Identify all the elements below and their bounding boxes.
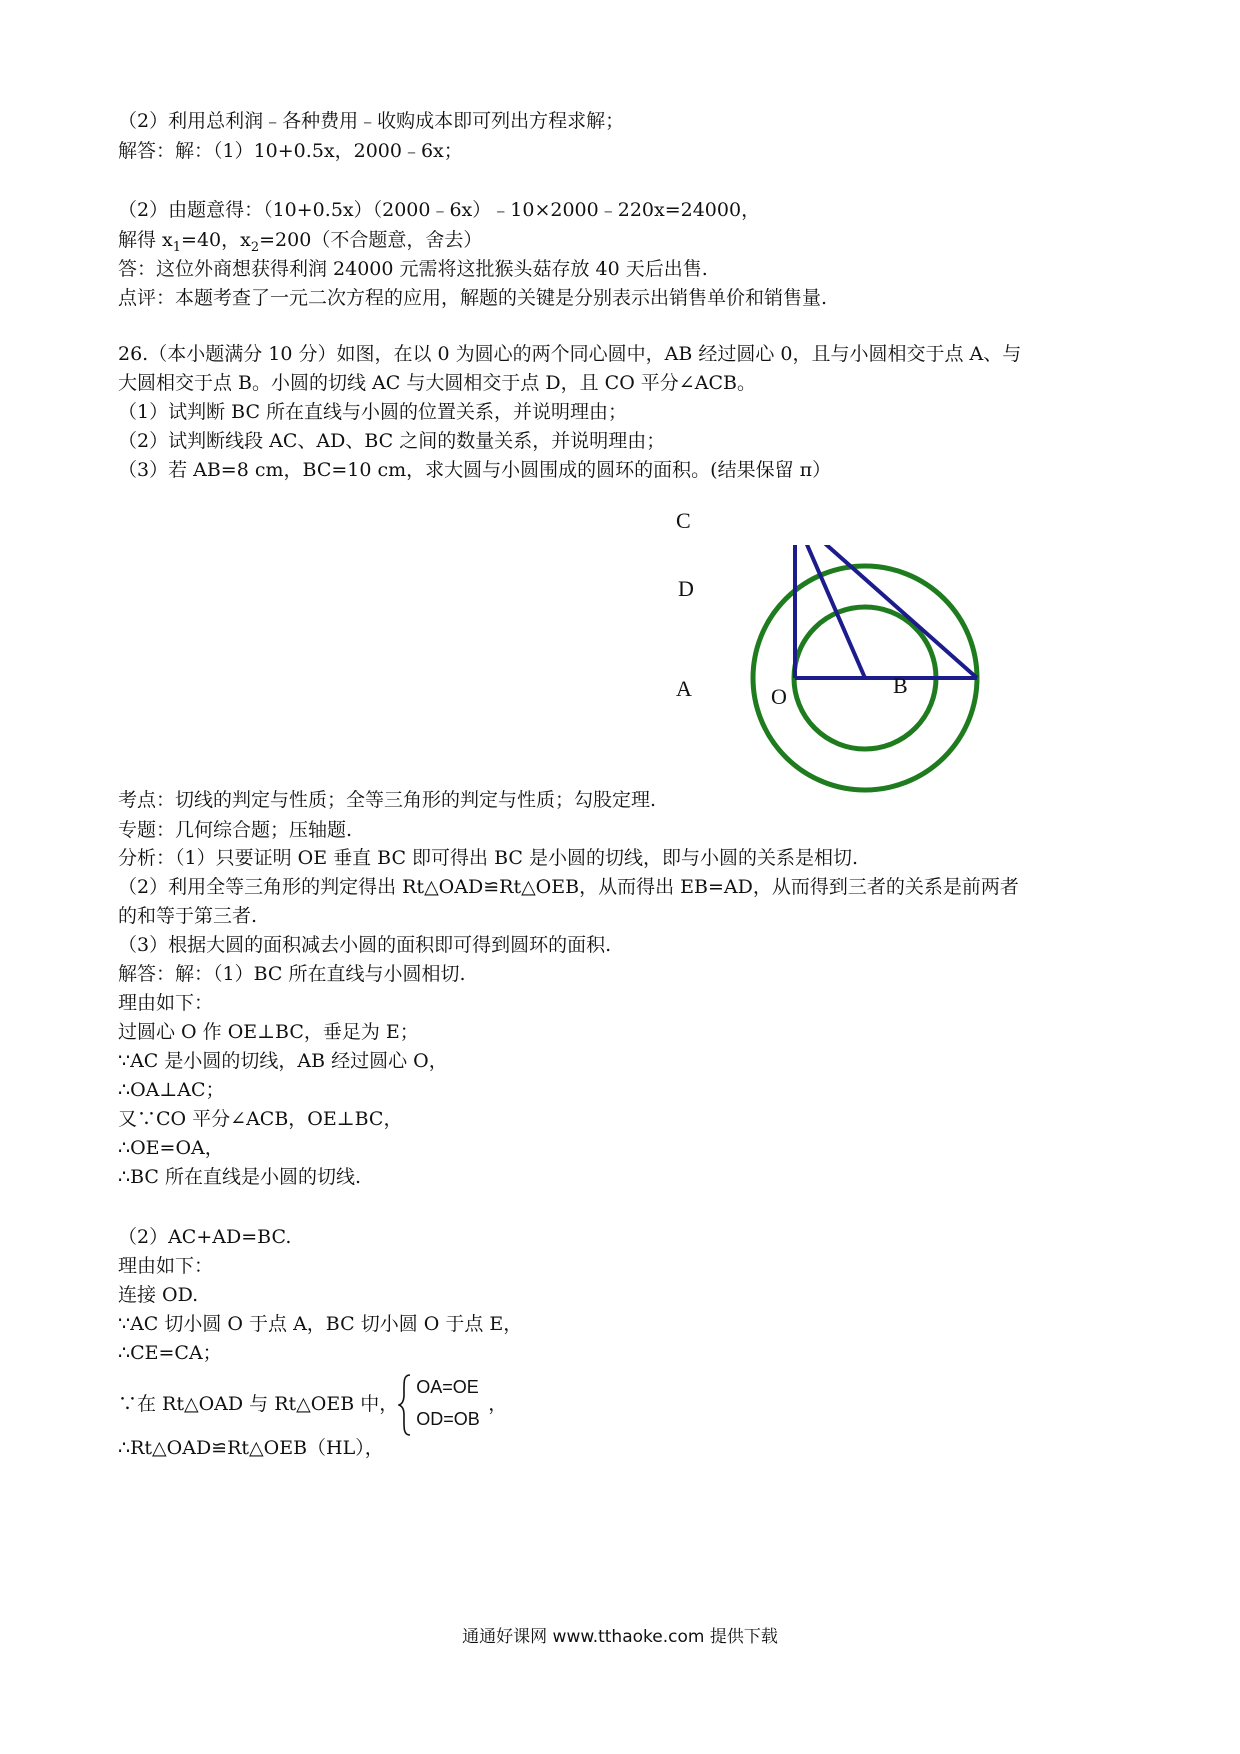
page-footer: 通通好课网 www.tthaoke.com 提供下载 — [462, 1627, 778, 1647]
question-3: （3）若 AB=8 cm，BC=10 cm，求大圆与小圆围成的圆环的面积。(结果保留 π） — [118, 459, 832, 481]
label-a: A — [676, 676, 692, 701]
text-line: 的和等于第三者. — [118, 905, 258, 927]
text-line: 点评：本题考查了一元二次方程的应用，解题的关键是分别表示出销售单价和销售量. — [118, 287, 828, 309]
text-line: 又∵CO 平分∠ACB，OE⊥BC， — [118, 1108, 403, 1130]
text-line: 理由如下： — [118, 1255, 214, 1277]
label-c: C — [676, 508, 691, 533]
question-1: （1）试判断 BC 所在直线与小圆的位置关系，并说明理由； — [118, 401, 628, 423]
text-line: ∵AC 是小圆的切线，AB 经过圆心 O， — [118, 1050, 448, 1072]
equation-1: OA=OE — [416, 1377, 479, 1397]
geometry-figure — [720, 545, 1040, 890]
text-line: （2）利用全等三角形的判定得出 Rt△OAD≌Rt△OEB，从而得出 EB=AD，从而得到三者的关系是前两者 — [118, 876, 1019, 898]
equation-2: OD=OB — [416, 1409, 480, 1429]
label-o: O — [771, 684, 787, 709]
solve-mid: =40，x — [181, 229, 251, 251]
text-line: 考点：切线的判定与性质；全等三角形的判定与性质；勾股定理. — [118, 789, 657, 811]
text-line: ∴Rt△OAD≌Rt△OEB（HL）， — [118, 1437, 384, 1459]
system-suffix: ， — [488, 1393, 508, 1415]
subscript-1: 1 — [172, 239, 182, 255]
question-2: （2）试判断线段 AC、AD、BC 之间的数量关系，并说明理由； — [118, 430, 666, 452]
text-line: 过圆心 O 作 OE⊥BC，垂足为 E； — [118, 1021, 419, 1043]
solve-prefix: 解得 x — [118, 229, 173, 251]
text-line: （2）利用总利润﹣各种费用﹣收购成本即可列出方程求解； — [118, 110, 625, 132]
left-brace-icon — [398, 1373, 412, 1437]
text-line: ∴OA⊥AC； — [118, 1079, 225, 1101]
text-line: （3）根据大圆的面积减去小圆的面积即可得到圆环的面积. — [118, 934, 612, 956]
text-line: 专题：几何综合题；压轴题. — [118, 819, 353, 841]
subscript-2: 2 — [250, 239, 260, 255]
text-line: （2）由题意得：（10+0.5x）（2000﹣6x）﹣10×2000﹣220x=24000， — [118, 199, 761, 221]
text-line: 答：这位外商想获得利润 24000 元需将这批猴头菇存放 40 天后出售. — [118, 258, 708, 280]
text-line: 解答：解：（1）BC 所在直线与小圆相切. — [118, 963, 466, 985]
text-line: （2）AC+AD=BC. — [118, 1226, 292, 1248]
text-line: ∴OE=OA， — [118, 1137, 224, 1159]
text-line: ∵AC 切小圆 O 于点 A，BC 切小圆 O 于点 E， — [118, 1313, 523, 1335]
system-prefix: ∵在 Rt△OAD 与 Rt△OEB 中， — [118, 1393, 399, 1415]
label-d: D — [678, 576, 694, 601]
text-line: 解答：解：（1）10+0.5x，2000﹣6x； — [118, 140, 463, 162]
text-line: 分析：（1）只要证明 OE 垂直 BC 即可得出 BC 是小圆的切线，即与小圆的关系是相切. — [118, 847, 859, 869]
solve-suffix: =200（不合题意，舍去） — [259, 229, 483, 251]
label-b: B — [893, 673, 908, 698]
equation-system-line — [118, 1372, 507, 1437]
text-line: ∴BC 所在直线是小圆的切线. — [118, 1166, 362, 1188]
equation-system — [398, 1373, 488, 1437]
concentric-circles-diagram — [720, 545, 1040, 890]
text-line: 理由如下： — [118, 992, 214, 1014]
text-line: 大圆相交于点 B。小圆的切线 AC 与大圆相交于点 D，且 CO 平分∠ACB。 — [118, 372, 756, 394]
text-line: 连接 OD. — [118, 1284, 199, 1306]
text-line: ∴CE=CA； — [118, 1342, 222, 1364]
problem-26-title: 26.（本小题满分 10 分）如图，在以 0 为圆心的两个同心圆中，AB 经过圆心 0，且与小圆相交于点 A、与 — [118, 343, 1022, 365]
